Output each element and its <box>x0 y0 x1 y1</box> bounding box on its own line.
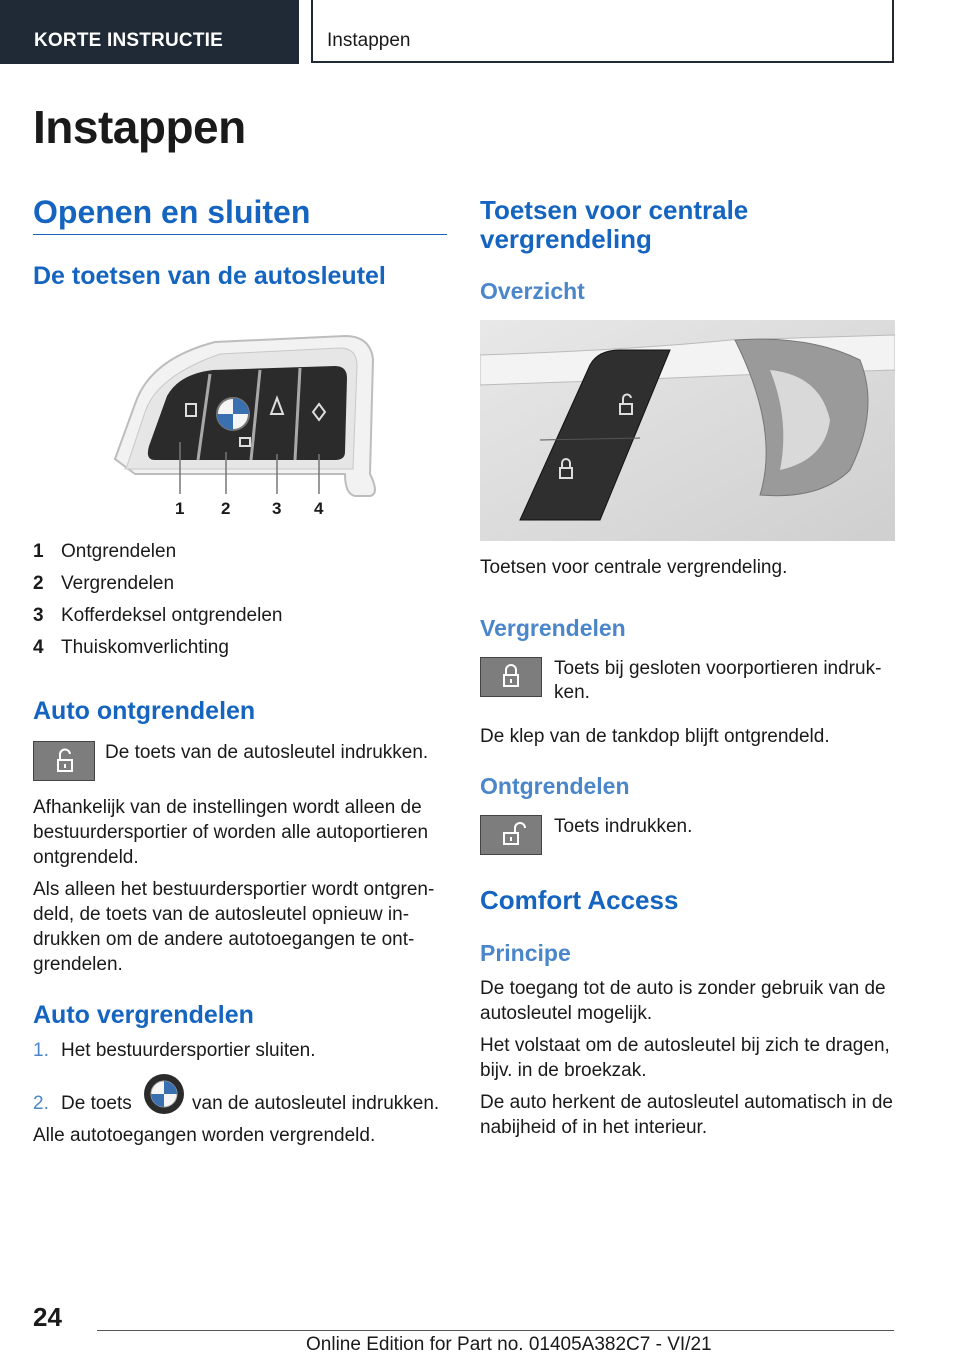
unlock-instruction: De toets van de autosleutel indrukken. <box>105 742 429 763</box>
key-number-1: 1 <box>175 499 185 518</box>
legend-label: Kofferdeksel ontgrendelen <box>61 605 283 626</box>
paragraph: Alle autotoegangen worden vergrendeld. <box>33 1125 376 1146</box>
paragraph: drukken om de andere autotoegangen te ont- <box>33 929 415 950</box>
chapter-label: Instappen <box>327 30 411 51</box>
figure-caption: Toetsen voor centrale vergrendeling. <box>480 557 788 578</box>
lock-heading: Vergrendelen <box>480 615 626 641</box>
keys-heading: De toetsen van de autosleutel <box>33 262 386 290</box>
step-text: van de autosleutel indrukken. <box>192 1093 440 1114</box>
unlock-icon <box>480 815 542 855</box>
step-text: Het bestuurdersportier sluiten. <box>61 1040 316 1061</box>
legend-number: 4 <box>33 637 44 658</box>
section-label: KORTE INSTRUCTIE <box>34 30 223 51</box>
paragraph: Het volstaat om de autosleutel bij zich te dragen, <box>480 1035 890 1056</box>
page-number: 24 <box>33 1302 62 1332</box>
central-locking-heading: vergrendeling <box>480 224 652 254</box>
unlock-icon <box>33 741 95 781</box>
paragraph: De auto herkent de autosleutel automatisch in de <box>480 1092 893 1113</box>
legend-number: 3 <box>33 605 44 626</box>
paragraph: De klep van de tankdop blijft ontgrendeld. <box>480 726 830 747</box>
lock-car-heading: Auto vergrendelen <box>33 1001 254 1029</box>
door-buttons-illustration <box>480 320 895 541</box>
key-number-3: 3 <box>272 499 282 518</box>
legend-label: Thuiskomverlichting <box>61 637 229 658</box>
legend-number: 1 <box>33 541 44 562</box>
paragraph: bijv. in de broekzak. <box>480 1060 647 1081</box>
paragraph: deld, de toets van de autosleutel opnieuw in- <box>33 904 410 925</box>
section-heading: Openen en sluiten <box>33 194 311 230</box>
lock-instruction: ken. <box>554 682 590 703</box>
bmw-logo-icon <box>143 1073 185 1115</box>
paragraph: autosleutel mogelijk. <box>480 1003 653 1024</box>
step-text: De toets <box>61 1093 132 1114</box>
overview-heading: Overzicht <box>480 278 585 304</box>
unlock-heading: Ontgrendelen <box>480 773 630 799</box>
unlock-car-heading: Auto ontgrendelen <box>33 697 256 725</box>
paragraph: De toegang tot de auto is zonder gebruik van de <box>480 978 886 999</box>
legend-label: Vergrendelen <box>61 573 175 594</box>
lock-instruction: Toets bij gesloten voorportieren indruk- <box>554 658 882 679</box>
unlock-instruction: Toets indrukken. <box>554 816 693 837</box>
comfort-access-heading: Comfort Access <box>480 885 679 915</box>
section-tab <box>0 0 299 64</box>
paragraph: nabijheid of in het interieur. <box>480 1117 708 1138</box>
principle-heading: Principe <box>480 940 571 966</box>
step-number: 2. <box>33 1093 49 1114</box>
edition-note: Online Edition for Part no. 01405A382C7 - VI/21 <box>306 1334 712 1355</box>
central-locking-heading: Toetsen voor centrale <box>480 195 749 225</box>
paragraph: Afhankelijk van de instellingen wordt alleen de <box>33 797 422 818</box>
paragraph: grendelen. <box>33 954 123 975</box>
heading-rule <box>33 234 447 235</box>
legend-number: 2 <box>33 573 44 594</box>
key-number-4: 4 <box>314 499 324 518</box>
paragraph: bestuurdersportier of worden alle autoportieren <box>33 822 429 843</box>
key-number-2: 2 <box>221 499 231 518</box>
paragraph: ontgrendeld. <box>33 847 139 868</box>
legend-label: Ontgrendelen <box>61 541 177 562</box>
chapter-tab <box>311 0 894 63</box>
key-fob-illustration <box>95 334 395 524</box>
paragraph: Als alleen het bestuurdersportier wordt ontgren- <box>33 879 435 900</box>
step-number: 1. <box>33 1040 49 1061</box>
lock-icon <box>480 657 542 697</box>
page-title: Instappen <box>33 101 246 153</box>
footer-rule <box>97 1330 894 1331</box>
